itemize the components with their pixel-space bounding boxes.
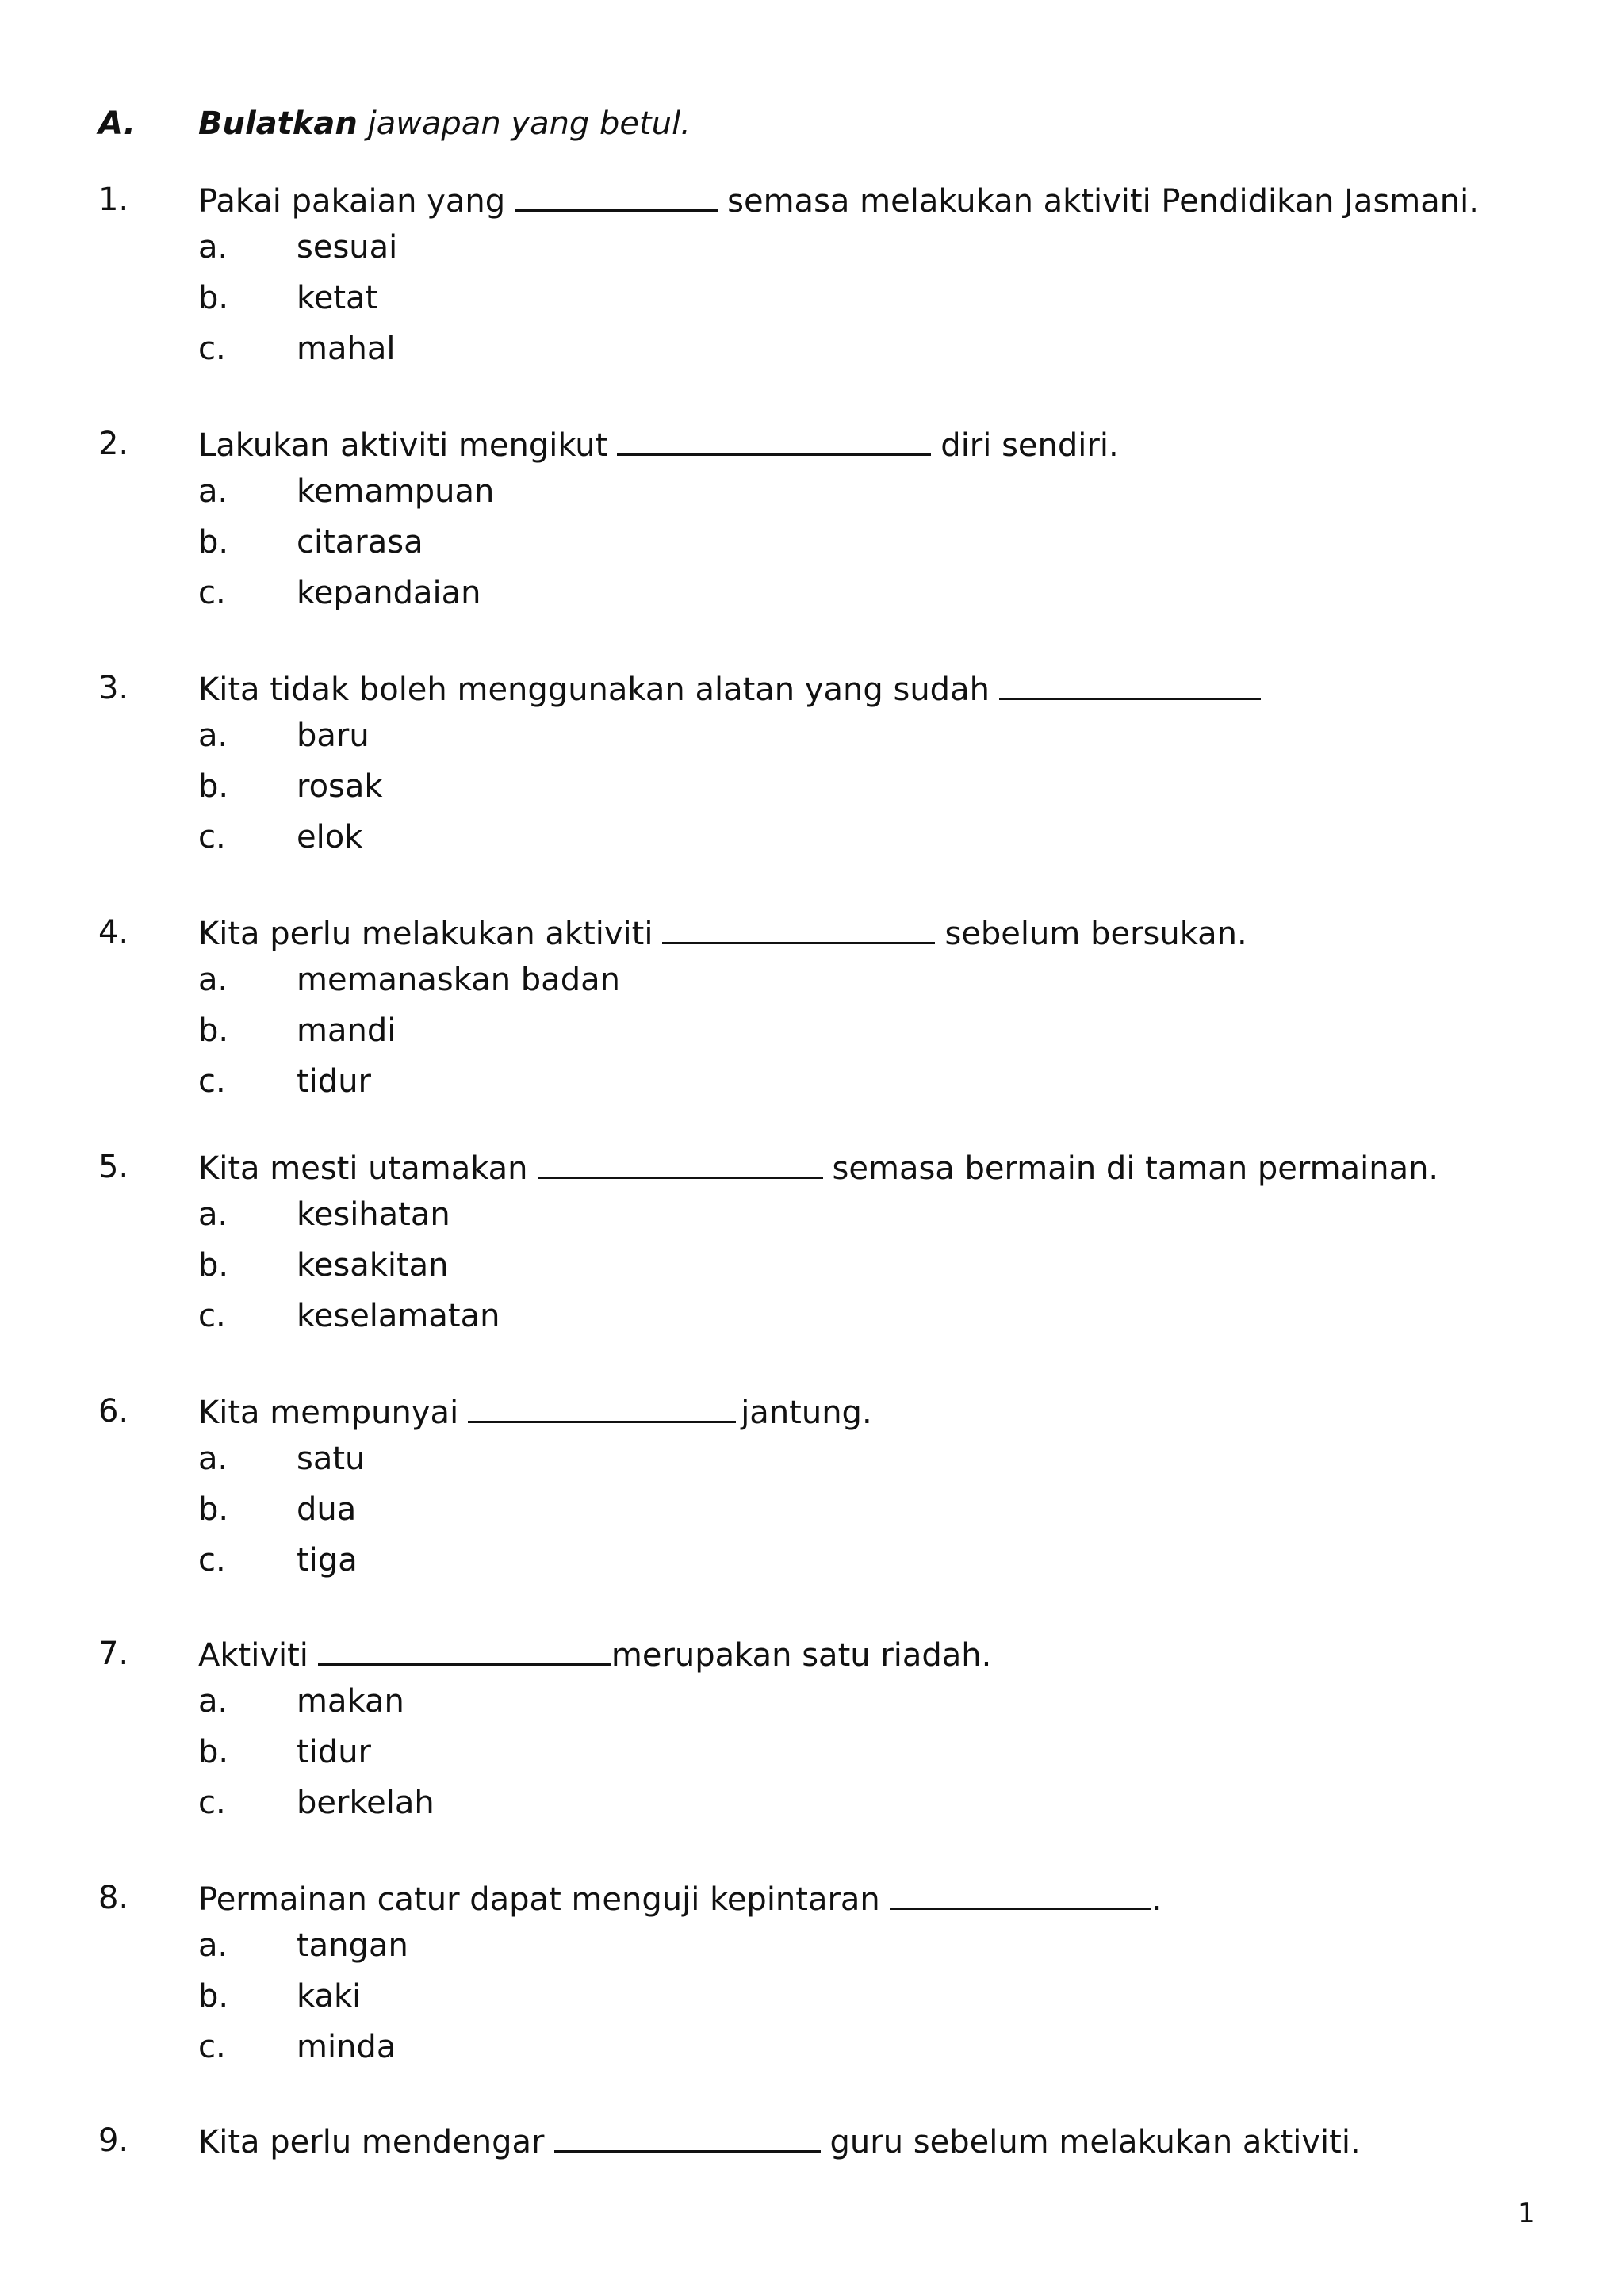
question-text: Permainan catur dapat menguji kepintaran .: [198, 1876, 1162, 1922]
answer-blank[interactable]: [538, 1145, 823, 1179]
option-text: makan: [297, 1683, 404, 1720]
option-a[interactable]: a. memanaskan badan: [98, 955, 1526, 1005]
option-b[interactable]: b. tidur: [98, 1727, 1526, 1777]
option-b[interactable]: b. citarasa: [98, 517, 1526, 568]
option-text: memanaskan badan: [297, 962, 620, 998]
answer-blank[interactable]: [468, 1389, 736, 1423]
option-text: satu: [297, 1441, 366, 1477]
question-text: Pakai pakaian yang semasa melakukan aktiviti Pendidikan Jasmani.: [198, 178, 1479, 224]
option-a[interactable]: a. kemampuan: [98, 466, 1526, 517]
option-c[interactable]: c. elok: [98, 812, 1526, 863]
option-a[interactable]: a. baru: [98, 710, 1526, 761]
option-text: mahal: [297, 331, 396, 367]
question-4: [98, 910, 1526, 1107]
option-c[interactable]: c. keselamatan: [98, 1291, 1526, 1341]
option-text: berkelah: [297, 1785, 435, 1821]
question-text: Kita mempunyai jantung.: [198, 1389, 872, 1435]
answer-blank[interactable]: [515, 178, 718, 212]
option-text: kemampuan: [297, 473, 495, 510]
option-c[interactable]: c. tidur: [98, 1056, 1526, 1107]
option-text: ketat: [297, 280, 378, 316]
option-b[interactable]: b. kesakitan: [98, 1240, 1526, 1291]
option-text: tangan: [297, 1927, 408, 1964]
option-b[interactable]: b. rosak: [98, 761, 1526, 812]
option-b[interactable]: b. kaki: [98, 1971, 1526, 2022]
question-number: 9.: [98, 2122, 129, 2159]
option-text: elok: [297, 819, 363, 855]
option-b[interactable]: b. mandi: [98, 1005, 1526, 1056]
answer-blank[interactable]: [662, 910, 935, 944]
option-c[interactable]: c. minda: [98, 2022, 1526, 2072]
option-text: rosak: [297, 768, 383, 805]
question-6: [98, 1389, 1526, 1586]
question-text: Kita mesti utamakan semasa bermain di taman permainan.: [198, 1145, 1438, 1191]
question-text: Lakukan aktiviti mengikut diri sendiri.: [198, 422, 1119, 468]
option-text: tiga: [297, 1542, 358, 1578]
option-text: kesihatan: [297, 1196, 450, 1233]
answer-blank[interactable]: [318, 1632, 611, 1666]
answer-blank[interactable]: [890, 1876, 1151, 1910]
question-number: 3.: [98, 670, 129, 706]
question-number: 1.: [98, 182, 129, 218]
section-instruction: [198, 101, 691, 146]
question-number: 7.: [98, 1636, 129, 1672]
question-9: [98, 2118, 1526, 2163]
question-text: Aktiviti merupakan satu riadah.: [198, 1632, 991, 1678]
section-letter: A.: [98, 105, 136, 142]
option-c[interactable]: c. mahal: [98, 323, 1526, 374]
option-b[interactable]: b. ketat: [98, 273, 1526, 323]
option-c[interactable]: c. tiga: [98, 1535, 1526, 1586]
question-text: Kita tidak boleh menggunakan alatan yang sudah: [198, 666, 1270, 712]
question-1: [98, 178, 1526, 374]
option-a[interactable]: a. makan: [98, 1676, 1526, 1727]
question-number: 8.: [98, 1880, 129, 1916]
option-a[interactable]: a. tangan: [98, 1920, 1526, 1971]
question-text: Kita perlu melakukan aktiviti sebelum bersukan.: [198, 910, 1247, 956]
question-8: [98, 1876, 1526, 2072]
option-text: minda: [297, 2029, 396, 2065]
question-number: 5.: [98, 1149, 129, 1185]
option-a[interactable]: a. kesihatan: [98, 1189, 1526, 1240]
option-text: kepandaian: [297, 575, 481, 611]
option-text: tidur: [297, 1063, 371, 1100]
question-number: 2.: [98, 426, 129, 462]
option-c[interactable]: c. berkelah: [98, 1777, 1526, 1828]
option-a[interactable]: a. sesuai: [98, 222, 1526, 273]
option-text: kesakitan: [297, 1247, 449, 1284]
option-text: keselamatan: [297, 1298, 500, 1334]
question-7: [98, 1632, 1526, 1828]
instruction-bold: Bulatkan: [198, 105, 358, 142]
option-text: kaki: [297, 1978, 362, 2015]
question-5: [98, 1145, 1526, 1341]
question-3: [98, 666, 1526, 863]
instruction-rest: jawapan yang betul.: [357, 105, 691, 142]
option-text: mandi: [297, 1012, 396, 1049]
answer-blank[interactable]: [617, 422, 931, 456]
option-text: baru: [297, 718, 370, 754]
question-number: 6.: [98, 1393, 129, 1429]
answer-blank[interactable]: [554, 2118, 821, 2152]
option-text: sesuai: [297, 229, 398, 266]
option-a[interactable]: a. satu: [98, 1433, 1526, 1484]
option-text: dua: [297, 1491, 357, 1528]
option-b[interactable]: b. dua: [98, 1484, 1526, 1535]
answer-blank[interactable]: [999, 666, 1261, 700]
option-text: tidur: [297, 1734, 371, 1770]
option-c[interactable]: c. kepandaian: [98, 568, 1526, 618]
question-text: Kita perlu mendengar guru sebelum melakukan aktiviti.: [198, 2118, 1361, 2164]
option-text: citarasa: [297, 524, 423, 561]
question-number: 4.: [98, 914, 129, 951]
question-2: [98, 422, 1526, 618]
page-number: 1: [1518, 2198, 1535, 2229]
